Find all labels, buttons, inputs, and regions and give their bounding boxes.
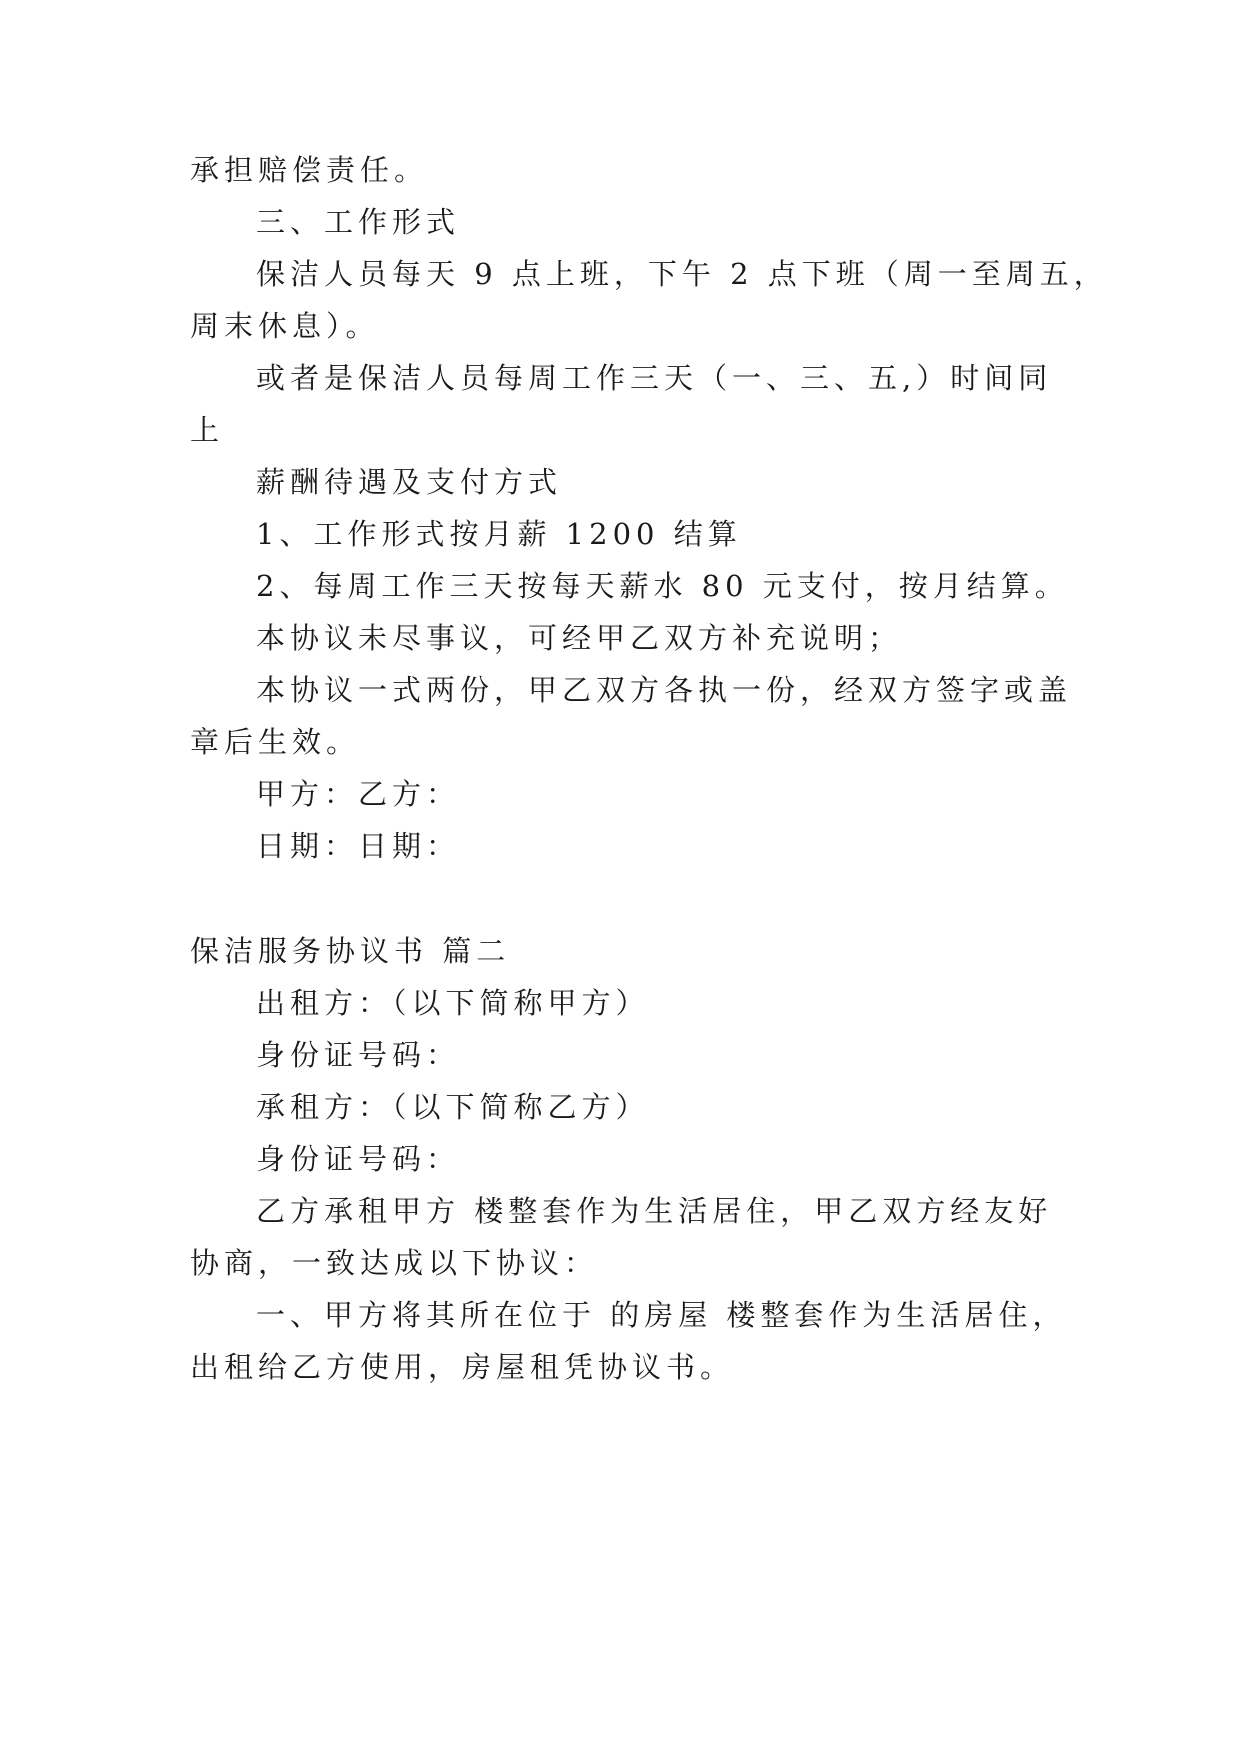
lessee-id-line: 身份证号码： (256, 1142, 461, 1176)
lessor-id-line: 身份证号码： (256, 1038, 461, 1072)
lessee-line: 承租方：（以下简称乙方） (256, 1090, 650, 1124)
text-line-11: 本协议一式两份，甲乙双方各执一份，经双方签字或盖 (256, 673, 1073, 707)
text-line-6: 上 (190, 413, 225, 447)
lessor-line: 出租方：（以下简称甲方） (256, 986, 650, 1020)
text-line-12: 章后生效。 (190, 725, 361, 759)
section-heading-salary: 薪酬待遇及支付方式 (256, 465, 563, 499)
signature-dates-line: 日期：日期： (256, 829, 461, 863)
text-line-20: 乙方承租甲方 楼整套作为生活居住，甲乙双方经友好 (256, 1194, 1053, 1228)
signature-parties-line: 甲方：乙方： (256, 777, 461, 811)
text-line-21: 协商，一致达成以下协议： (190, 1246, 599, 1280)
text-line-5: 或者是保洁人员每周工作三天（一、三、五,）时间同 (256, 361, 1053, 395)
text-line-8: 1、工作形式按月薪 1200 结算 (256, 517, 742, 551)
section-heading-work-form: 三、工作形式 (256, 205, 461, 239)
text-line-3: 保洁人员每天 9 点上班，下午 2 点下班（周一至周五， (256, 257, 1108, 291)
text-line-4: 周末休息）。 (190, 309, 380, 343)
text-line-9: 2、每周工作三天按每天薪水 80 元支付，按月结算。 (256, 569, 1069, 603)
text-line-23: 出租给乙方使用，房屋租凭协议书。 (190, 1350, 735, 1384)
text-line-1: 承担赔偿责任。 (190, 153, 429, 187)
section-title-part-two: 保洁服务协议书 篇二 (190, 934, 511, 968)
text-line-22: 一、甲方将其所在位于 的房屋 楼整套作为生活居住， (256, 1298, 1067, 1332)
text-line-10: 本协议未尽事议，可经甲乙双方补充说明； (256, 621, 903, 655)
